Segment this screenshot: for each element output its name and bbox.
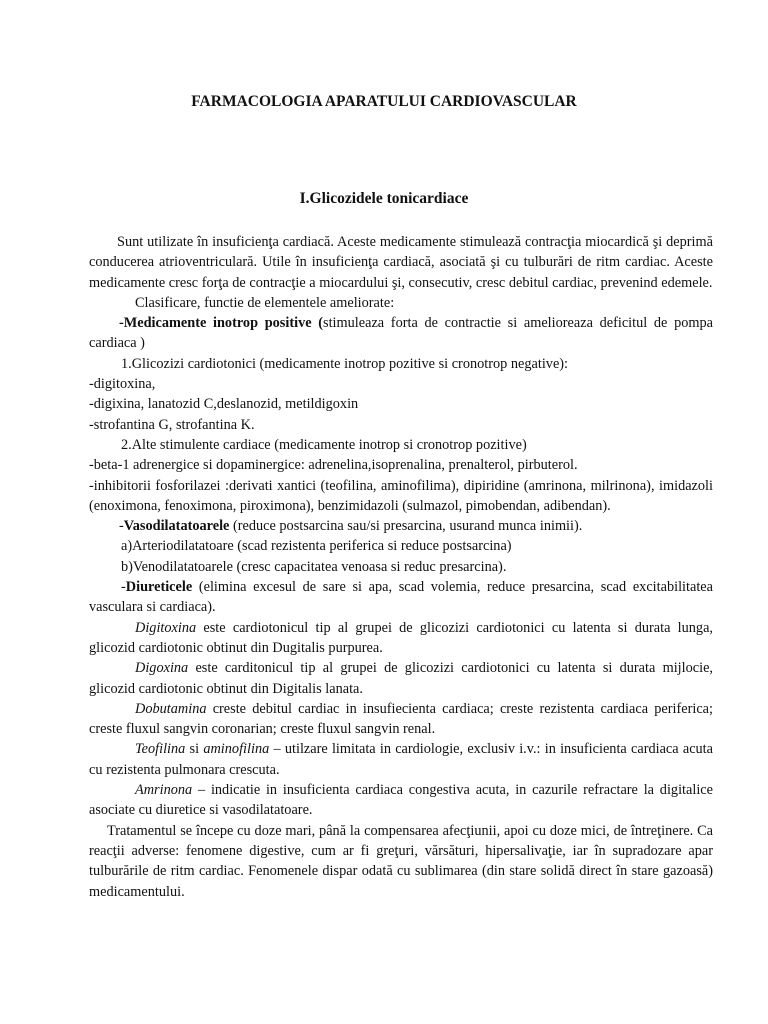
vaso-text: (reduce postsarcina sau/si presarcina, usurand munca inimii). — [229, 518, 583, 535]
list-item: -digixina, lanatozid C,deslanozid, metildigoxin — [89, 396, 359, 413]
list-item: -digitoxina, — [89, 376, 156, 393]
amrinona-paragraph — [89, 780, 713, 821]
inotrop-paragraph — [89, 313, 713, 354]
vaso-dash: - — [119, 518, 124, 535]
list-item: -strofantina G, strofantina K. — [89, 416, 255, 433]
document-title: FARMACOLOGIA APARATULUI CARDIOVASCULAR — [191, 93, 577, 110]
inotrop-text: stimuleaza forta de contractie si amelioreaza deficitul de pompa cardiaca ) — [89, 315, 713, 352]
drug-name: aminofilina — [203, 741, 270, 758]
drug-name: Digoxina — [135, 660, 189, 677]
drug-description: este cardiotonicul tip al grupei de glicozizi cardiotonici cu latenta si durata lunga, glicozid cardiotonic obtinut din Dugitalis purpurea. — [89, 619, 713, 656]
intro-paragraph: Sunt utilizate în insuficienţa cardiacă. Aceste medicamente stimulează contracţia miocardică şi deprimă conducerea atrioventriculară. Utile în insuficienţa cardiacă, asociată şi cu tulburări de ritm cardiac. Aceste medicamente cresc forţa de contracţie a miocardului şi, consecutiv, cresc debitul cardiac, prevenind edemele. — [89, 234, 713, 291]
group1-heading: 1.Glicozizi cardiotonici (medicamente inotrop pozitive si cronotrop negative): — [121, 355, 569, 372]
classification-line: Clasificare, functie de elementele ameliorate: — [135, 294, 395, 311]
drug-name: Amrinona — [135, 782, 193, 799]
drug-description: este carditonicul tip al grupei de glicozizi cardiotonici cu latenta si durata mijlocie, glicozid cardiotonic obtinut din Digitalis lanata. — [89, 660, 713, 697]
document-body — [89, 232, 713, 902]
teofilina-paragraph — [89, 739, 713, 780]
drug-description: – utilzare limitata in cardiologie, exclusiv i.v.: in insuficienta cardiaca acuta cu rezistenta pulmonara crescuta. — [89, 741, 714, 778]
drug-description: creste debitul cardiac in insufiecienta cardiaca; creste rezistenta cardiaca periferica; creste fluxul sangvin coronarian; creste fluxul sangvin renal. — [89, 700, 713, 738]
digitoxina-paragraph — [89, 618, 713, 659]
vaso-heading: Vasodilatatoarele — [123, 518, 230, 535]
diuretic-text: (elimina excesul de sare si apa, scad volemia, reduce presarcina, scad excitabilitatea vasculara si cardiaca). — [89, 579, 713, 616]
drug-name: Teofilina — [135, 741, 186, 758]
dobutamina-paragraph — [89, 699, 713, 740]
inotrop-heading: -Medicamente inotrop positive ( — [119, 315, 323, 332]
drug-description: – indicatie in insuficienta cardiaca congestiva acuta, in cazurile refractare la digitalice asociate cu diuretice si vasodilatatoare. — [89, 782, 713, 819]
drug-name: Digitoxina — [135, 619, 197, 636]
conjunction: si — [185, 741, 204, 758]
drug-name: Dobutamina — [135, 700, 207, 717]
list-item: -beta-1 adrenergice si dopaminergice: adrenelina,isoprenalina, prenalterol, pirbuterol. — [89, 457, 578, 474]
diuretic-dash: - — [121, 579, 126, 596]
list-item: -inhibitorii fosforilazei :derivati xantici (teofilina, aminofilima), dipiridine (amrinona, milrinona), imidazoli (enoximona, fenoximona, piroximona), benzimidazoli (sulmazol, pimobendan, adibendan). — [89, 477, 713, 514]
diuretic-paragraph — [89, 577, 713, 618]
digoxina-paragraph — [89, 658, 713, 699]
vaso-paragraph — [89, 516, 713, 536]
vaso-item-a: a)Arteriodilatatoare (scad rezistenta periferica si reduce postsarcina) — [121, 538, 512, 555]
vaso-item-b: b)Venodilatatoarele (cresc capacitatea venoasa si reduc presarcina). — [121, 558, 507, 575]
section-title: I.Glicozidele tonicardiace — [299, 190, 469, 207]
diuretic-heading: Diureticele — [125, 579, 193, 596]
group2-heading: 2.Alte stimulente cardiace (medicamente inotrop si cronotrop pozitive) — [121, 436, 527, 453]
treatment-paragraph: Tratamentul se începe cu doze mari, până la compensarea afecţiunii, apoi cu doze mici, de întreţinere. Ca reacţii adverse: fenomene digestive, cum ar fi greţuri, vărsături, hipersalivaţie, iar în supradozare apar tulburările de ritm cardiac. Fenomenele dispar odată cu sublimarea (din stare solidă direct în stare gazoasă) medicamentului. — [89, 822, 713, 900]
